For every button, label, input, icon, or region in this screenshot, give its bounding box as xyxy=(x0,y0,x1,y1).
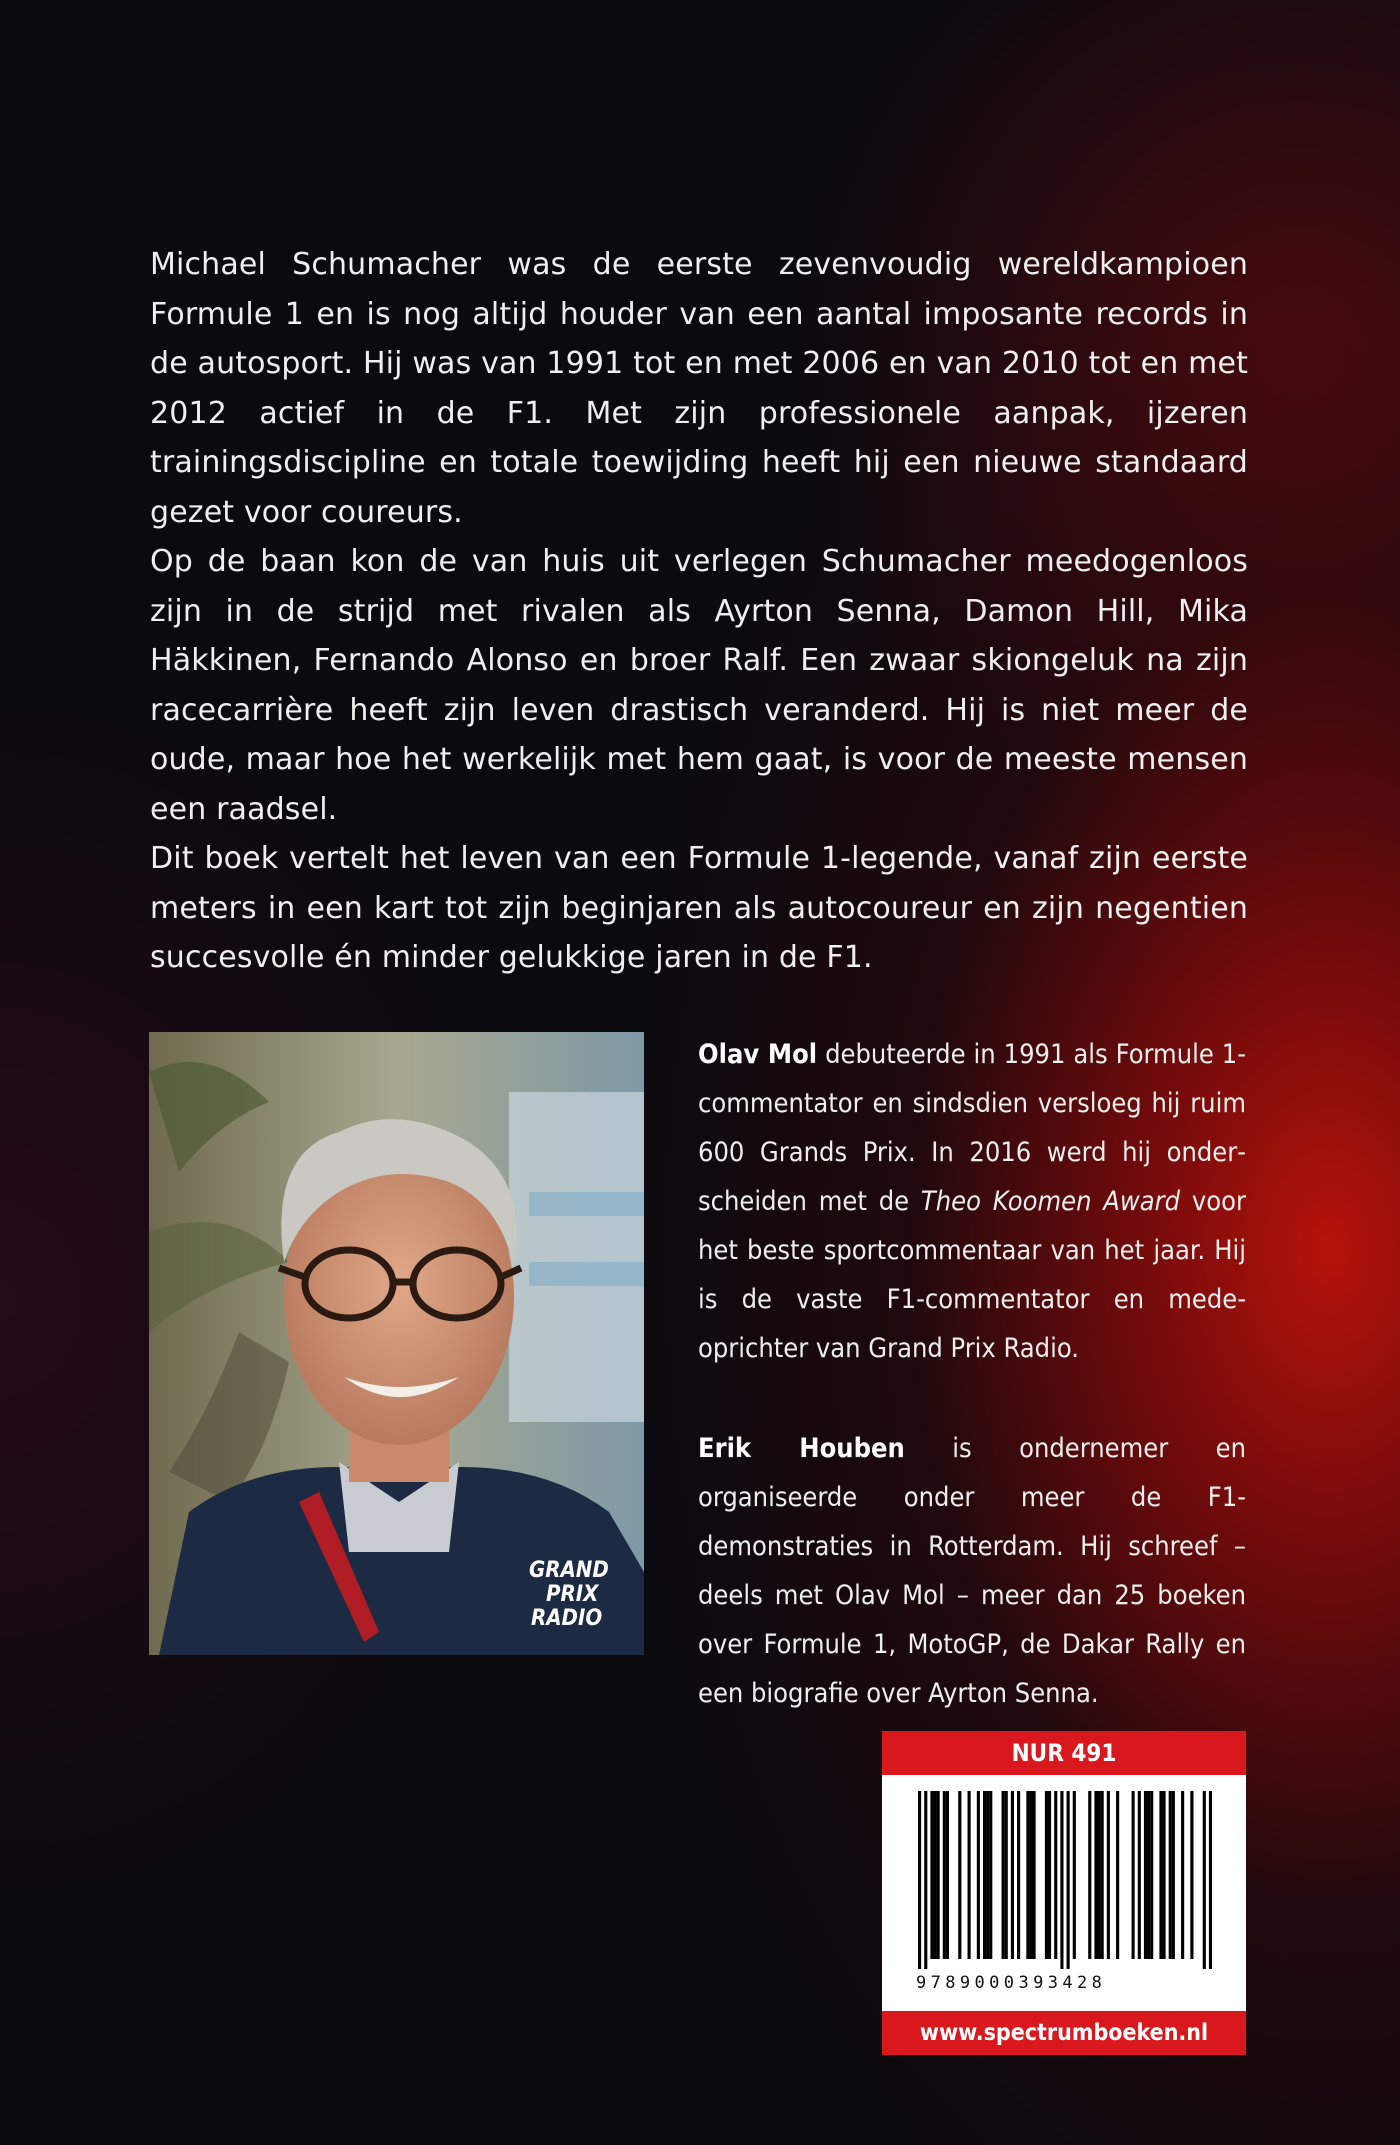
barcode-bar xyxy=(1017,1791,1020,1959)
publisher-website: www.spectrumboeken.nl xyxy=(882,2011,1246,2055)
barcode-bars xyxy=(918,1791,1212,1969)
barcode-bar xyxy=(1002,1791,1005,1959)
barcode-bar xyxy=(1011,1791,1014,1959)
bio-olav-text-b: voor het beste sportcommentaar van het jaar. Hij is de vaste F1-commentator en medeoprichter van Grand Prix Radio. xyxy=(698,1186,1246,1364)
barcode-bar xyxy=(933,1791,936,1959)
barcode-bar xyxy=(1073,1791,1076,1959)
barcode-bar xyxy=(1169,1791,1172,1959)
barcode-bar xyxy=(1054,1791,1057,1959)
shirt-logo-line-2: PRIX xyxy=(546,1582,599,1607)
barcode-bar xyxy=(943,1791,946,1959)
isbn-digits: 9789000393428 xyxy=(916,1973,1107,1993)
barcode-bar xyxy=(918,1791,921,1969)
barcode-bar xyxy=(1026,1791,1029,1959)
blurb-paragraph-2: Op de baan kon de van huis uit verlegen Schumacher meedogenloos zijn in de strijd met rivalen als Ayrton Senna, Damon Hill, Mika Häkkinen, Fernando Alonso en broer Ralf. Een zwaar skiongeluk na zijn racecarrière heeft zijn leven drastisch veranderd. Hij is niet meer de oude, maar hoe het werkelijk met hem gaat, is voor de meeste mensen een raadsel. xyxy=(150,544,1248,827)
blurb-paragraph-1: Michael Schumacher was de eerste zevenvoudig wereldkampioen Formule 1 en is nog altijd houder van een aantal imposante records in de autosport. Hij was van 1991 tot en met 2006 en van 2010 tot en met 2012 actief in de F1. Met zijn professionele aanpak, ijzeren trainingsdiscipline en totale toewijding heeft hij een nieuwe standaard gezet voor coureurs. xyxy=(150,247,1248,530)
barcode-bar xyxy=(1181,1791,1184,1959)
barcode-bar xyxy=(1033,1791,1036,1959)
barcode-bar xyxy=(1067,1791,1070,1969)
bio-erik-text: is ondernemer en organiseerde onder meer de F1-demonstraties in Rotterdam. Hij schreef – deels met Olav Mol – meer dan 25 boeken over Formule 1, MotoGP, de Dakar Rally en een biografie over Ayrton Senna. xyxy=(698,1433,1246,1709)
barcode-bar xyxy=(1162,1791,1165,1959)
barcode-bar xyxy=(1088,1791,1091,1959)
barcode-bar xyxy=(924,1791,927,1969)
barcode-bar xyxy=(946,1791,949,1959)
barcode-bar xyxy=(930,1791,933,1959)
nur-code: NUR 491 xyxy=(882,1731,1246,1775)
award-name: Theo Koomen Award xyxy=(920,1186,1181,1217)
barcode-bar xyxy=(1060,1791,1063,1969)
barcode-bar xyxy=(1144,1791,1147,1959)
barcode-bar xyxy=(1138,1791,1141,1959)
author-name-erik: Erik Houben xyxy=(698,1433,905,1464)
barcode-bar xyxy=(986,1791,989,1959)
barcode-bar xyxy=(1159,1791,1162,1959)
barcode-bar xyxy=(1094,1791,1097,1959)
author-name-olav: Olav Mol xyxy=(698,1039,818,1070)
shirt-logo-line-3: RADIO xyxy=(531,1606,603,1631)
barcode-bar xyxy=(958,1791,961,1959)
barcode-bar xyxy=(1209,1791,1212,1969)
bio-erik-houben xyxy=(698,1424,1246,1718)
barcode-bar xyxy=(977,1791,980,1959)
barcode-bar xyxy=(1150,1791,1153,1959)
author-photo xyxy=(149,1032,644,1655)
barcode-bar xyxy=(1203,1791,1206,1969)
barcode-bar xyxy=(1045,1791,1048,1959)
barcode-bar xyxy=(1029,1791,1032,1959)
barcode-bar xyxy=(983,1791,986,1959)
shirt-logo-line-1: GRAND xyxy=(529,1558,609,1583)
barcode-bar xyxy=(1147,1791,1150,1959)
blurb-paragraph-3: Dit boek vertelt het leven van een Formule 1-legende, vanaf zijn eerste meters in een kart tot zijn beginjaren als autocoureur en zijn negentien succesvolle én minder gelukkige jaren in de F1. xyxy=(150,841,1248,975)
barcode-bar xyxy=(1048,1791,1051,1959)
barcode-bar xyxy=(937,1791,940,1959)
bio-olav-text-a: debuteerde in 1991 als Formule 1-commentator en sindsdien versloeg hij ruim 600 Grands Prix. In 2016 werd hij onderscheiden met de xyxy=(698,1039,1247,1217)
barcode-bar xyxy=(968,1791,971,1959)
barcode-bar xyxy=(1172,1791,1175,1959)
barcode-bar xyxy=(1097,1791,1100,1959)
barcode-bar xyxy=(1005,1791,1008,1959)
barcode-bar xyxy=(1101,1791,1104,1959)
barcode-panel xyxy=(882,1731,1246,2055)
barcode-bar xyxy=(1190,1791,1193,1959)
author-portrait-illustration xyxy=(149,1032,644,1655)
barcode-bar xyxy=(1116,1791,1119,1959)
bio-olav-mol xyxy=(698,1030,1246,1373)
barcode-bar xyxy=(1107,1791,1110,1959)
barcode-bar xyxy=(989,1791,992,1959)
barcode-bar xyxy=(1132,1791,1135,1959)
